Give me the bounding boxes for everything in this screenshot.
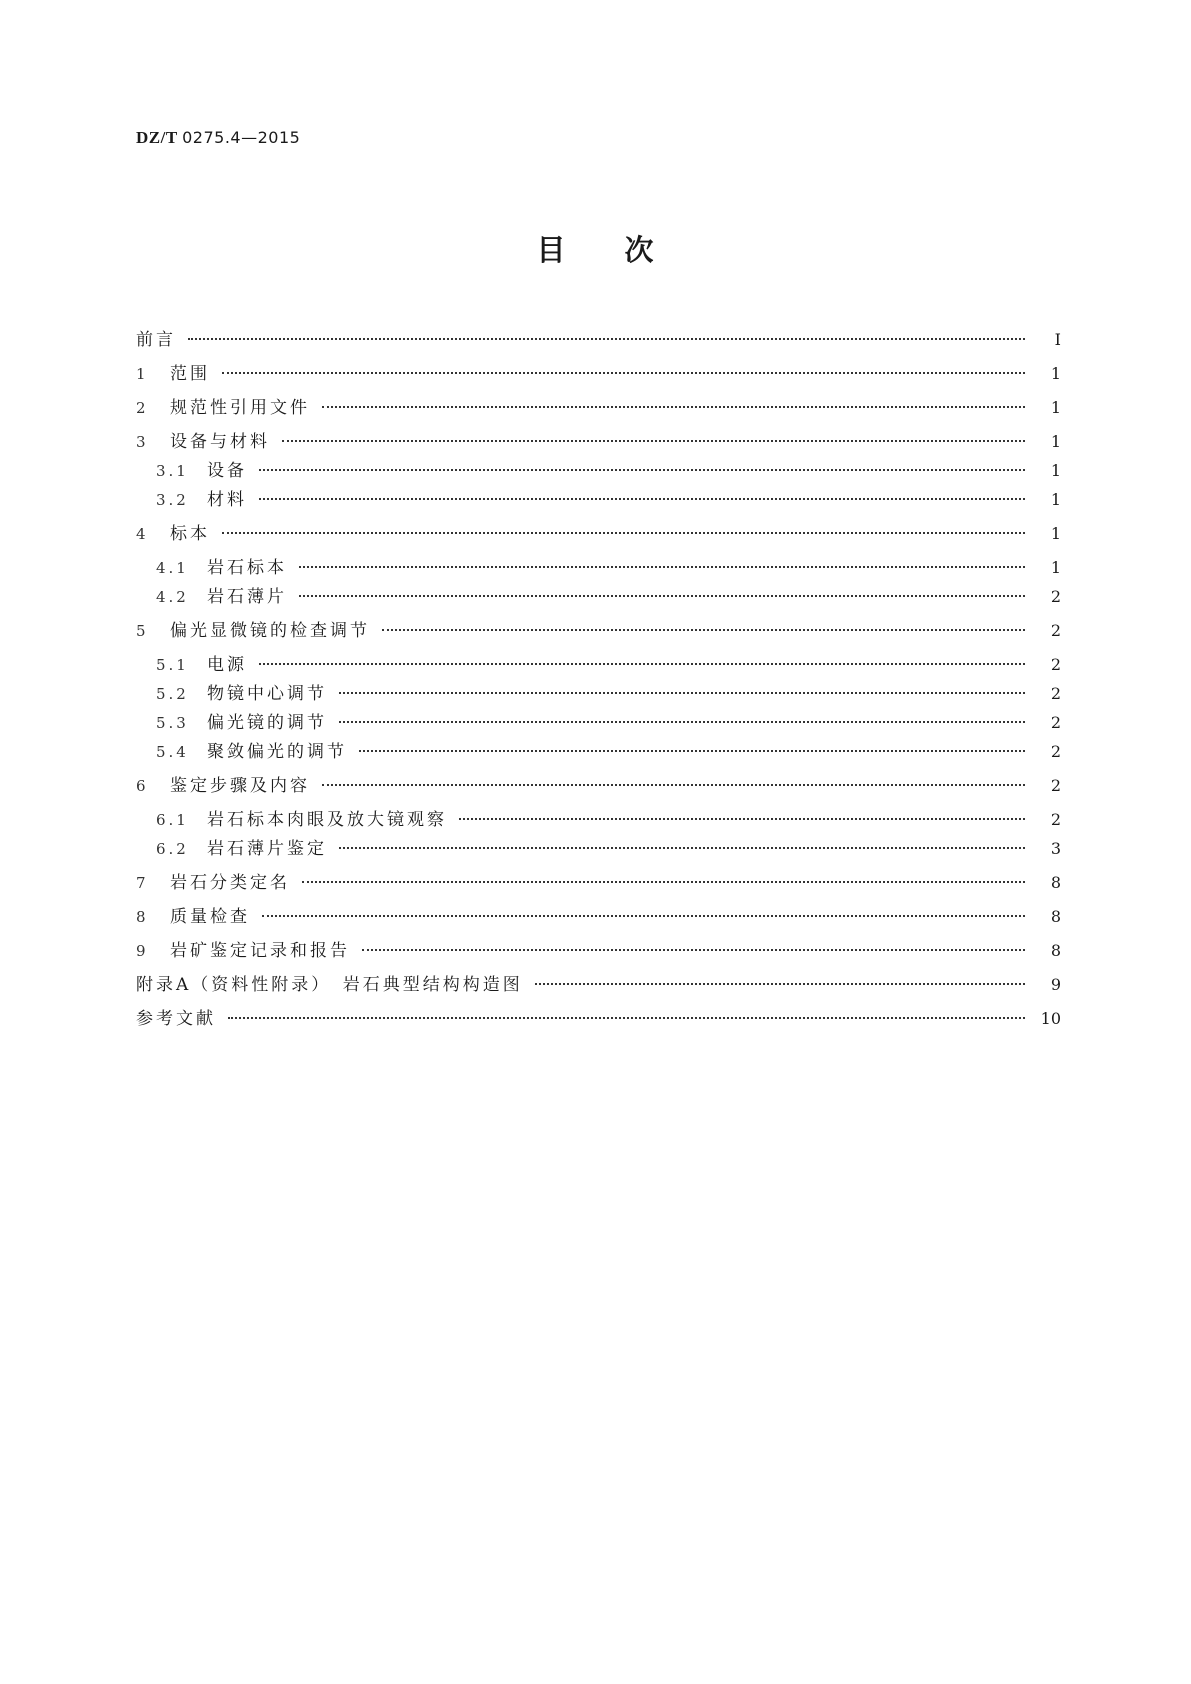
dot-leader xyxy=(322,405,1025,408)
dot-leader xyxy=(188,337,1025,340)
toc-entry-label xyxy=(136,805,447,830)
toc-section-number: 8 xyxy=(136,908,149,926)
toc-entry-text: 材料 xyxy=(207,490,247,510)
toc-entry[interactable] xyxy=(136,650,1061,676)
toc-entry-label xyxy=(136,582,287,607)
toc-page-number: 10 xyxy=(1040,1009,1061,1028)
dot-leader xyxy=(339,720,1025,723)
dot-leader xyxy=(228,1016,1025,1019)
toc-entry[interactable] xyxy=(136,708,1061,734)
toc-page-number: 8 xyxy=(1050,907,1061,926)
toc-entry-text: 岩石标本肉眼及放大镜观察 xyxy=(207,810,447,830)
toc-section-number: 6.2 xyxy=(156,840,189,858)
toc-entry-text: 岩矿鉴定记录和报告 xyxy=(170,941,350,961)
dot-leader xyxy=(339,691,1025,694)
toc-entry-text: 鉴定步骤及内容 xyxy=(170,776,310,796)
toc-section-number: 4.2 xyxy=(156,588,189,606)
toc-section-number: 4 xyxy=(136,525,149,543)
toc-page-number: 8 xyxy=(1050,941,1061,960)
dot-leader xyxy=(222,531,1025,534)
toc-entry-label xyxy=(136,868,290,893)
dot-leader xyxy=(282,439,1025,442)
toc-entry[interactable] xyxy=(136,805,1061,831)
toc-entry[interactable] xyxy=(136,902,1061,928)
dot-leader xyxy=(459,817,1025,820)
toc-page-number: 9 xyxy=(1050,975,1061,994)
toc-entry[interactable] xyxy=(136,679,1061,705)
toc-entry-label xyxy=(136,650,247,675)
toc-page-number: 2 xyxy=(1050,621,1061,640)
toc-section-number: 5.4 xyxy=(156,743,189,761)
toc-entry-text: 前言 xyxy=(136,330,176,350)
toc-page-number: 2 xyxy=(1050,776,1061,795)
dot-leader xyxy=(382,628,1025,631)
toc-entry-label xyxy=(136,970,523,995)
toc-entry-label xyxy=(136,519,210,544)
toc-entry-text: 附录A（资料性附录） 岩石典型结构构造图 xyxy=(136,975,523,995)
dot-leader xyxy=(359,749,1025,752)
toc-entry-label xyxy=(136,834,327,859)
toc-section-number: 7 xyxy=(136,874,149,892)
toc-page-number: 1 xyxy=(1050,364,1061,383)
dot-leader xyxy=(259,468,1025,471)
standard-code xyxy=(136,128,300,148)
toc-entry[interactable] xyxy=(136,1004,1061,1030)
toc-section-number: 5.3 xyxy=(156,714,189,732)
toc-section-number: 3 xyxy=(136,433,149,451)
toc-entry-text: 设备与材料 xyxy=(170,432,270,452)
title-char-1: 目 xyxy=(536,233,567,267)
toc-entry-text: 参考文献 xyxy=(136,1009,216,1029)
toc-entry-label xyxy=(136,359,210,384)
toc-entry-text: 设备 xyxy=(207,461,247,481)
dot-leader xyxy=(535,982,1025,985)
toc-section-number: 2 xyxy=(136,399,149,417)
toc-entry[interactable] xyxy=(136,868,1061,894)
toc-entry[interactable] xyxy=(136,834,1061,860)
toc-entry[interactable] xyxy=(136,970,1061,996)
page-title xyxy=(0,228,1191,269)
toc-page-number: 1 xyxy=(1050,398,1061,417)
toc-entry-label xyxy=(136,427,270,452)
dot-leader xyxy=(299,565,1025,568)
dot-leader xyxy=(339,846,1025,849)
dot-leader xyxy=(262,914,1025,917)
toc-page-number: 1 xyxy=(1050,461,1061,480)
toc-entry-label xyxy=(136,737,347,762)
toc-page-number: 2 xyxy=(1050,810,1061,829)
toc-entry-label xyxy=(136,1004,216,1029)
toc-section-number: 6.1 xyxy=(156,811,189,829)
toc-section-number: 5.2 xyxy=(156,685,189,703)
toc-entry[interactable] xyxy=(136,393,1061,419)
toc-entry-label xyxy=(136,325,176,350)
toc-entry-text: 偏光显微镜的检查调节 xyxy=(170,621,370,641)
toc-entry-label xyxy=(136,393,310,418)
toc-section-number: 4.1 xyxy=(156,559,189,577)
toc-entry-text: 岩石薄片鉴定 xyxy=(207,839,327,859)
toc-entry[interactable] xyxy=(136,771,1061,797)
toc-entry-label xyxy=(136,553,287,578)
toc-page-number: 2 xyxy=(1050,587,1061,606)
toc-entry-text: 范围 xyxy=(170,364,210,384)
toc-page-number: Ⅰ xyxy=(1054,330,1061,349)
toc-entry-label xyxy=(136,679,327,704)
dot-leader xyxy=(222,371,1025,374)
toc-entry-text: 标本 xyxy=(170,524,210,544)
toc-entry[interactable] xyxy=(136,485,1061,511)
toc-entry-label xyxy=(136,616,370,641)
toc-page-number: 1 xyxy=(1050,490,1061,509)
toc-entry-text: 质量检查 xyxy=(170,907,250,927)
dot-leader xyxy=(362,948,1025,951)
toc-page-number: 1 xyxy=(1050,558,1061,577)
toc-entry[interactable] xyxy=(136,936,1061,962)
toc-page-number: 2 xyxy=(1050,742,1061,761)
toc-entry-label xyxy=(136,456,247,481)
toc-entry[interactable] xyxy=(136,616,1061,642)
toc-entry[interactable] xyxy=(136,359,1061,385)
toc-entry-text: 岩石分类定名 xyxy=(170,873,290,893)
dot-leader xyxy=(259,497,1025,500)
toc-page-number: 2 xyxy=(1050,684,1061,703)
dot-leader xyxy=(259,662,1025,665)
dot-leader xyxy=(322,783,1025,786)
dot-leader xyxy=(299,594,1025,597)
toc-entry[interactable] xyxy=(136,519,1061,545)
standard-prefix: DZ/T xyxy=(136,128,178,147)
toc-entry[interactable] xyxy=(136,553,1061,579)
standard-number: 0275.4—2015 xyxy=(182,128,301,147)
toc-entry-label xyxy=(136,771,310,796)
toc-entry-text: 物镜中心调节 xyxy=(207,684,327,704)
toc-page-number: 2 xyxy=(1050,655,1061,674)
toc-entry-text: 规范性引用文件 xyxy=(170,398,310,418)
toc-entry-text: 电源 xyxy=(207,655,247,675)
toc-section-number: 9 xyxy=(136,942,149,960)
toc-section-number: 3.2 xyxy=(156,491,189,509)
toc-entry[interactable] xyxy=(136,737,1061,763)
toc-entry[interactable] xyxy=(136,427,1061,453)
toc-entry-text: 岩石薄片 xyxy=(207,587,287,607)
toc-page-number: 3 xyxy=(1050,839,1061,858)
dot-leader xyxy=(302,880,1025,883)
toc-page-number: 8 xyxy=(1050,873,1061,892)
toc-entry-text: 岩石标本 xyxy=(207,558,287,578)
toc-entry-label xyxy=(136,902,250,927)
toc-entry[interactable] xyxy=(136,582,1061,608)
toc-entry-label xyxy=(136,708,327,733)
toc-section-number: 1 xyxy=(136,365,149,383)
toc-entry[interactable] xyxy=(136,456,1061,482)
toc-entry-label xyxy=(136,936,350,961)
toc-page-number: 1 xyxy=(1050,432,1061,451)
toc-page-number: 2 xyxy=(1050,713,1061,732)
toc-entry-text: 偏光镜的调节 xyxy=(207,713,327,733)
toc-section-number: 6 xyxy=(136,777,149,795)
toc-entry-text: 聚敛偏光的调节 xyxy=(207,742,347,762)
toc-section-number: 5.1 xyxy=(156,656,189,674)
toc-section-number: 3.1 xyxy=(156,462,189,480)
toc-entry-label xyxy=(136,485,247,510)
title-char-2: 次 xyxy=(624,233,655,267)
toc-section-number: 5 xyxy=(136,622,149,640)
toc-page-number: 1 xyxy=(1050,524,1061,543)
toc-entry[interactable] xyxy=(136,325,1061,351)
